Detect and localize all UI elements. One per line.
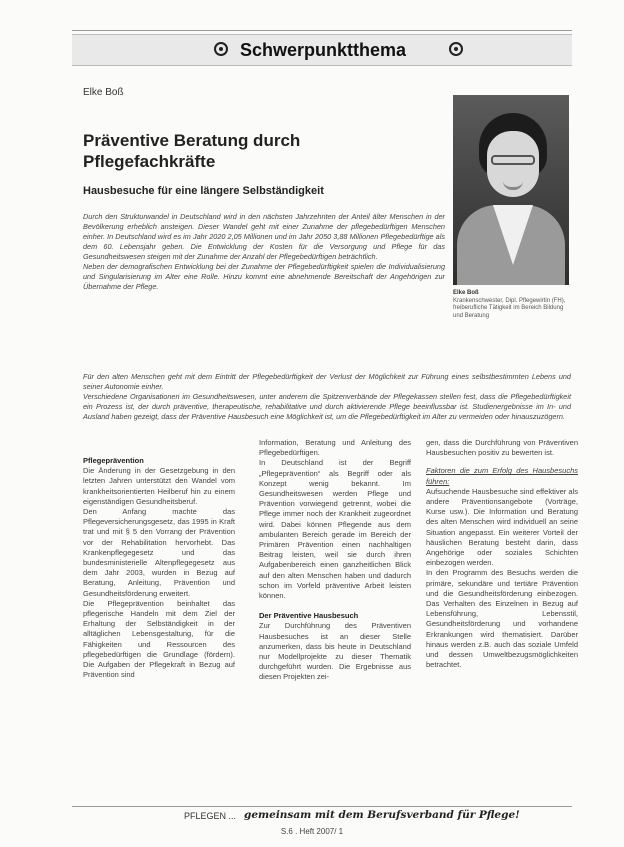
column-paragraph: Zur Durchführung des Präventiven Hausbesuches ist an dieser Stelle anzumerken, dass bis heute in Deutschland nur Modellprojekte zu dieser Thematik durchgeführt wurden. Die Ergebnisse aus diesen Projekten zei- xyxy=(259,621,411,682)
column-paragraph: In den Programm des Besuchs werden die primäre, sekundäre und tertiäre Prävention und die Gesundheitsförderung einbezogen. Das Verhalten des Einzelnen in Bezug auf Lebensführung, Lebensstil, Gesundheitsförderung und vorhandene Erkrankungen wird thematisiert. Darüber hinaus werden z.B. auch das soziale Umfeld und dessen Umweltbezugsmöglichkeiten betrachtet. xyxy=(426,568,578,670)
article-subtitle: Hausbesuche für eine längere Selbständigkeit xyxy=(83,185,324,197)
bullseye-icon xyxy=(214,42,228,56)
photo-caption xyxy=(453,290,571,320)
column-paragraph: Den Anfang machte das Pflegeversicherungsgesetz, das 1995 in Kraft trat und mit § 5 den Vorrang der Prävention vor der Rehabilitation hervorhebt. Das Krankenpflegegesetz und das bundesministerielle Altenpflegegesetz aus dem Jahr 2003, wurden in Bezug auf Beratung, Anleitung, Prävention und Gesundheitsförderung erweitert. xyxy=(83,507,235,598)
footer-label: PFLEGEN ... xyxy=(184,811,237,821)
intro-text-wide xyxy=(83,372,571,422)
page-number: S.6 . Heft 2007/ 1 xyxy=(280,827,344,836)
footer-slogan: gemeinsam mit dem Berufsverband für Pflege! xyxy=(244,809,520,821)
intro-paragraph: Durch den Strukturwandel in Deutschland wird in den nächsten Jahrzehnten der Anteil älter Menschen in der Bevölkerung erheblich ansteigen. Dieser Wandel geht mit einer Zunahme der pflegebedürftigen Menschen einher. In Deutschland wird es im Jahr 2020 2,05 Millionen und im Jahr 2050 3,88 Millionen Pflegebedürftige als dem 60. Lebensjahr geben. Die Entwicklung der Kosten für die Versorgung und Pflege für das Gesundheitswesen steigen mit der Zunahme der Anzahl der Pflegebedürftigen beträchtlich. xyxy=(83,212,445,261)
top-rule xyxy=(72,30,572,31)
column-paragraph: gen, dass die Durchführung von Präventiven Hausbesuchen positiv zu bewerten ist. xyxy=(426,438,578,458)
column-3 xyxy=(426,438,578,670)
column-heading: Pflegeprävention xyxy=(83,456,144,465)
caption-text: Krankenschwester, Dipl. Pflegewirtin (FH), freiberufliche Tätigkeit im Bereich Bildung und Beratung xyxy=(453,297,566,319)
column-subheading: Faktoren die zum Erfolg des Hausbesuchs führen: xyxy=(426,466,578,486)
column-paragraph: In Deutschland ist der Begriff „Pflegeprävention“ als Begriff oder als Konzept wenig bekannt. Im Gesundheitswesen werden Pflege und Prävention vorwiegend getrennt, wobei die Pflege immer noch der Krankheit zugeordnet wird. Dabei können Pflegende aus dem ambulanten Bereich gerade im Bereich der Primären Prävention einen nachhaltigen Beitrag leisten, weil sie durch ihren Aufgabenbereich einen ganzheitlichen Blick auf den alten Menschen haben und dadurch schon im Vorfeld präventive Arbeit leisten können. xyxy=(259,458,411,601)
article-title: Präventive Beratung durch Pflegefachkräfte xyxy=(83,131,301,171)
intro-paragraph: Verschiedene Organisationen im Gesundheitswesen, unter anderem die Spitzenverbände der Pflegekassen stellen fest, dass die Pflegebedürftigkeit ein Prozess ist, der durch präventive, therapeutische, rehabilitative und durch aktivierende Pflege beeinflussbar ist. Studienergebnisse im In- und Ausland haben gezeigt, dass der Präventive Hausbesuch eine Möglichkeit ist, um die Pflegebedürftigkeit im Alter zu vermeiden oder hinauszuzögern. xyxy=(83,392,571,421)
intro-paragraph: Neben der demografischen Entwicklung bei der Zunahme der Pflegebedürftigkeit spielen die Individualisierung und Singularisierung im Alter eine Rolle. Hinzu kommt eine abnehmende Bereitschaft der Angehörigen zur Übernahme der Pflege. xyxy=(83,262,445,291)
column-paragraph: Die Änderung in der Gesetzgebung in den letzten Jahren unterstützt den Wandel vom krankheitsorientierten Heilberuf hin zu einem eigenständigen Gesundheitsberuf. xyxy=(83,466,235,506)
section-title: Schwerpunktthema xyxy=(240,40,407,60)
intro-text xyxy=(83,212,445,292)
caption-name: Elke Boß xyxy=(453,290,479,296)
column-2 xyxy=(259,438,411,683)
column-paragraph: Information, Beratung und Anleitung des Pflegebedürftigen. xyxy=(259,438,411,458)
intro-paragraph: Für den alten Menschen geht mit dem Eintritt der Pflegebedürftigkeit der Verlust der Möglichkeit zur Führung eines selbstbestimmten Lebens und seiner Autonomie einher. xyxy=(83,372,571,391)
column-heading: Der Präventive Hausbesuch xyxy=(259,611,359,621)
author-photo xyxy=(453,95,569,285)
author-name: Elke Boß xyxy=(83,87,124,98)
column-paragraph: Die Pflegeprävention beinhaltet das pflegerische Handeln mit dem Ziel der Erhaltung der Selbständigkeit in der alltäglichen Lebensgestaltung, für die Fähigkeiten und Ressourcen des pflegebedürftigen die Grundlage (fördern). Die Aufgaben der Pflegekraft in Bezug auf Prävention sind xyxy=(83,598,235,680)
column-paragraph: Aufsuchende Hausbesuche sind effektiver als andere Präventionsangebote (Vorträge, Kurse usw.). Die Information und Beratung des alten Menschen wird individuell an seine Situation angepasst. Ein weiterer Vorteil der häuslichen Beratung besteht darin, dass Angehörige oder soziales Schichten einbezogen werden. xyxy=(426,486,578,568)
bullseye-icon xyxy=(449,42,463,56)
column-1 xyxy=(83,456,235,680)
footer-rule xyxy=(72,806,572,807)
